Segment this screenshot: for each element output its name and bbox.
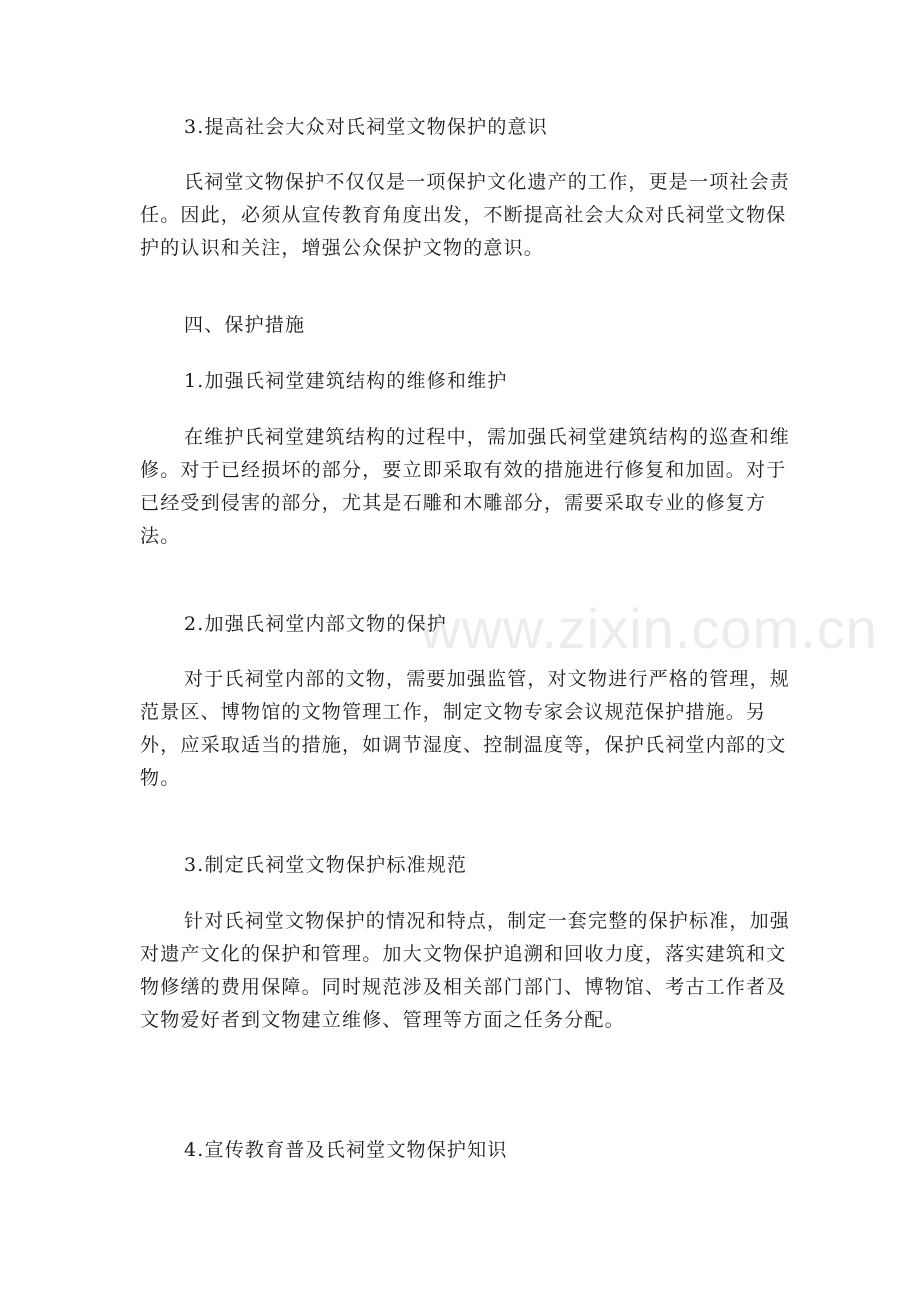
subheading-structure-maintenance: 1.加强氏祠堂建筑结构的维修和维护 (184, 370, 508, 392)
watermark: www.zixin.com.cn (420, 597, 878, 660)
paragraph-public-awareness: 氏祠堂文物保护不仅仅是一项保护文化遗产的工作，更是一项社会责任。因此，必须从宣传教育角度出发，不断提高社会大众对氏祠堂文物保护的认识和关注，增强公众保护文物的意识。 (140, 171, 791, 259)
subheading-protection-standards: 3.制定氏祠堂文物保护标准规范 (184, 854, 468, 876)
subheading-education: 4.宣传教育普及氏祠堂文物保护知识 (184, 1139, 508, 1161)
section-heading-protection-measures: 四、保护措施 (184, 314, 306, 336)
paragraph-protection-standards: 针对氏祠堂文物保护的情况和特点，制定一套完整的保护标准，加强对遗产文化的保护和管理。加大文物保护追溯和回收力度，落实建筑和文物修缮的费用保障。同时规范涉及相关部门部门、博物馆、考古工作者及文物爱好者到文物建立维修、管理等方面之任务分配。 (140, 910, 791, 1031)
subheading-interior-relics: 2.加强氏祠堂内部文物的保护 (184, 613, 447, 635)
paragraph-interior-relics: 对于氏祠堂内部的文物，需要加强监管，对文物进行严格的管理，规范景区、博物馆的文物管理工作，制定文物专家会议规范保护措施。另外，应采取适当的措施，如调节湿度、控制温度等，保护氏祠堂内部的文物。 (140, 668, 791, 789)
subheading-public-awareness: 3.提高社会大众对氏祠堂文物保护的意识 (184, 116, 548, 138)
paragraph-structure-maintenance: 在维护氏祠堂建筑结构的过程中，需加强氏祠堂建筑结构的巡查和维修。对于已经损坏的部分，要立即采取有效的措施进行修复和加固。对于已经受到侵害的部分，尤其是石雕和木雕部分，需要采取专业的修复方法。 (140, 426, 791, 547)
